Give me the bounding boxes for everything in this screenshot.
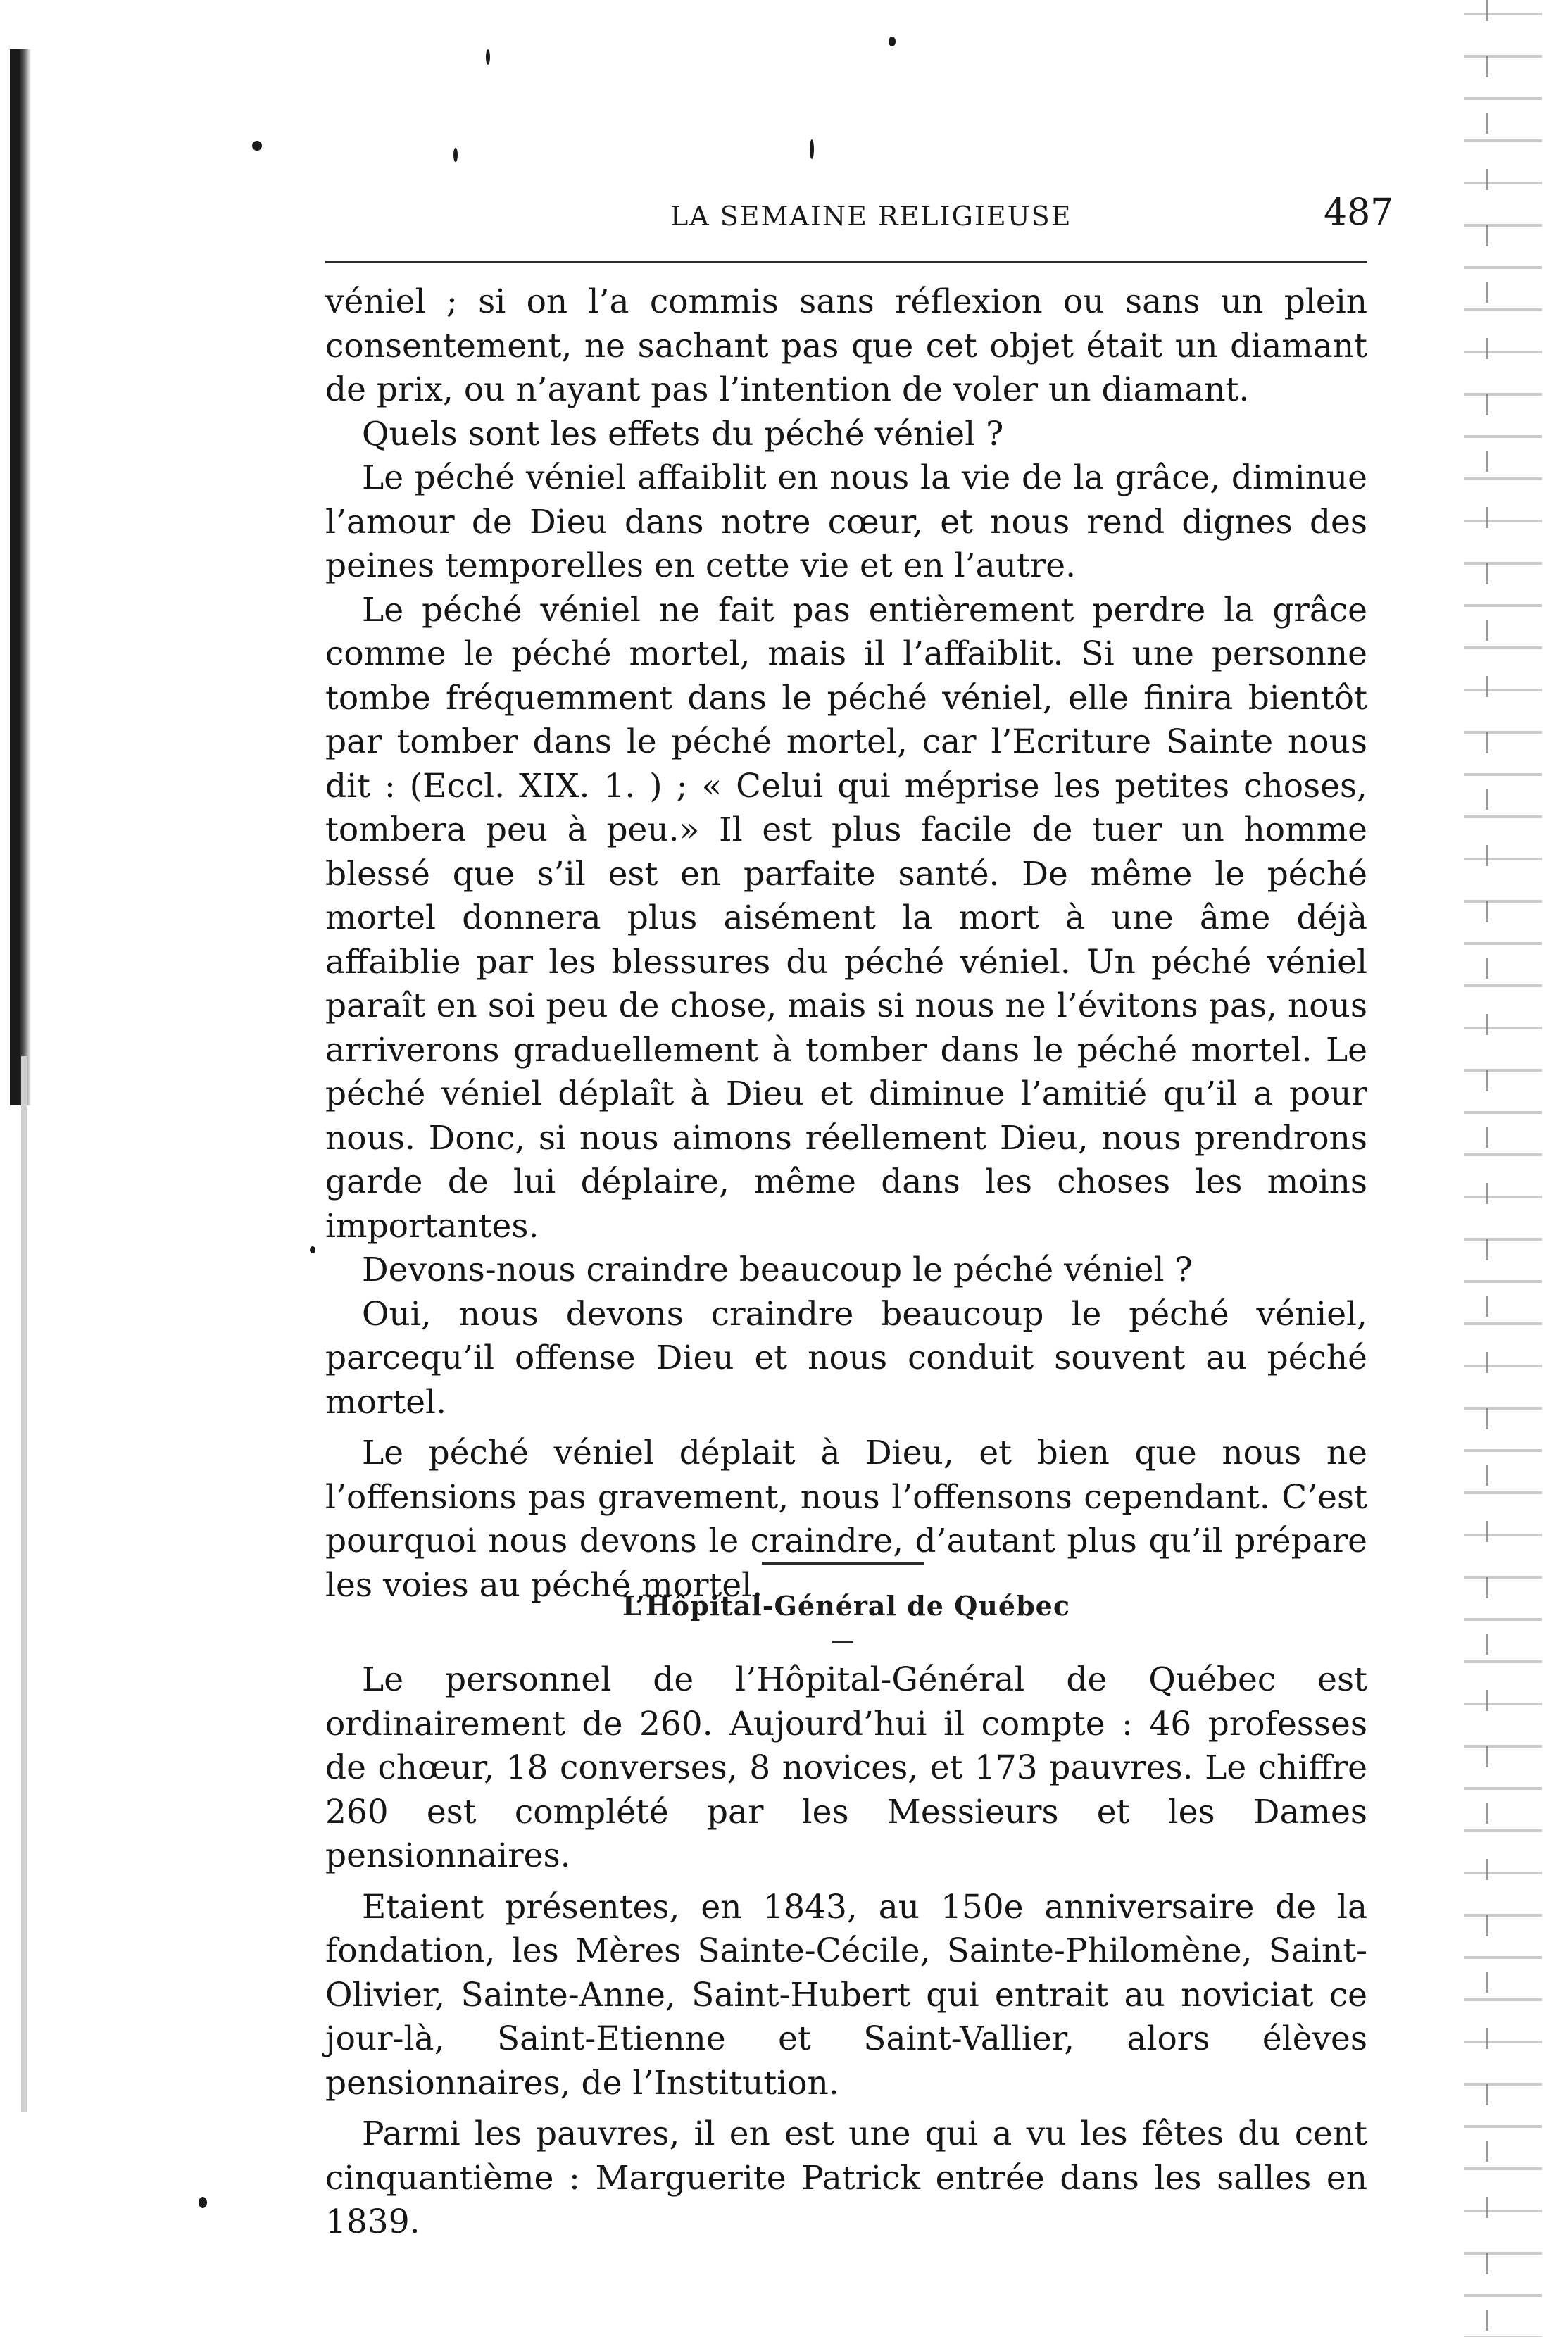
paragraph: Le personnel de l’Hôpital-Général de Québec est ordinairement de 260. Aujourd’hui il compte : 46 professes de chœur, 18 converses, 8 novices, et 173 pauvres. Le chiffre 260 est complété par les Messieurs et les Dames pensionnaires. bbox=[325, 1660, 1367, 1875]
scan-speck bbox=[486, 49, 490, 65]
paragraph: Le péché véniel affaiblit en nous la vie de la grâce, diminue l’amour de Dieu dans notre cœur, et nous rend dignes des peines temporelles en cette vie et en l’autre. bbox=[325, 458, 1367, 585]
paragraph: Le péché véniel déplait à Dieu, et bien que nous ne l’offensions pas gravement, nous l’offensons cependant. C’est pourquoi nous devons le craindre, d’autant plus qu’il prépare les voies au péché mortel. bbox=[325, 1434, 1367, 1605]
second-section bbox=[325, 1658, 1367, 2245]
question-heading: Devons-nous craindre beaucoup le péché véniel ? bbox=[362, 1251, 1193, 1289]
scan-speck bbox=[889, 37, 896, 46]
page-number: 487 bbox=[1324, 192, 1394, 234]
paragraph: véniel ; si on l’a commis sans réflexion ou sans un plein consentement, ne sachant pas que cet objet était un diamant de prix, ou n’ayant pas l’intention de voler un diamant. bbox=[325, 282, 1367, 409]
scan-speck bbox=[310, 1246, 315, 1253]
scan-speck bbox=[199, 2197, 207, 2208]
header-rule bbox=[325, 261, 1367, 263]
paragraph: Etaient présentes, en 1843, au 150e anniversaire de la fondation, les Mères Sainte-Cécile, Sainte-Philomène, Saint-Olivier, Sainte-Anne, Saint-Hubert qui entrait au noviciat ce jour-là, Saint-Etienne et Saint-Vallier, alors élèves pensionnaires, de l’Institution. bbox=[325, 1887, 1367, 2103]
section-title: L’Hôpital-Général de Québec bbox=[622, 1590, 1070, 1622]
scan-speck bbox=[252, 141, 262, 151]
paragraph: Oui, nous devons craindre beaucoup le péché véniel, parcequ’il offense Dieu et nous conduit souvent au péché mortel. bbox=[325, 1294, 1367, 1422]
first-section bbox=[325, 280, 1367, 1608]
title-underline bbox=[832, 1641, 853, 1643]
scan-left-edge-faint bbox=[21, 1056, 27, 2112]
question-heading: Quels sont les effets du péché véniel ? bbox=[362, 414, 1004, 453]
paragraph: Le péché véniel ne fait pas entièrement perdre la grâce comme le péché mortel, mais il l’affaiblit. Si une personne tombe fréquemment dans le péché véniel, elle finira bientôt par tomber dans le péché mortel, car l’Ecriture Sainte nous dit : (Eccl. XIX. 1. ) ; « Celui qui méprise les petites choses, tombera peu à peu.» Il est plus facile de tuer un homme blessé que s’il est en parfaite santé. De même le péché mortel donnera plus aisément la mort à une âme déjà affaiblie par les blessures du péché véniel. Un péché véniel paraît en soi peu de chose, mais si nous ne l’évitons pas, nous arriverons graduellement à tomber dans le péché mortel. Le péché véniel déplaît à Dieu et diminue l’amitié qu’il a pour nous. Donc, si nous aimons réellement Dieu, nous prendrons garde de lui déplaire, même dans les choses les moins importantes. bbox=[325, 590, 1367, 1246]
paragraph: Parmi les pauvres, il en est une qui a vu les fêtes du cent cinquantième : Marguerite Patrick entrée dans les salles en 1839. bbox=[325, 2114, 1367, 2241]
scan-right-edge-line bbox=[1486, 0, 1488, 2337]
scan-speck bbox=[453, 148, 458, 162]
scan-left-edge bbox=[10, 49, 31, 1105]
scan-speck bbox=[810, 139, 814, 159]
running-title: LA SEMAINE RELIGIEUSE bbox=[670, 201, 1072, 232]
scan-right-edge-noise bbox=[1464, 0, 1542, 2337]
section-divider bbox=[762, 1562, 924, 1565]
